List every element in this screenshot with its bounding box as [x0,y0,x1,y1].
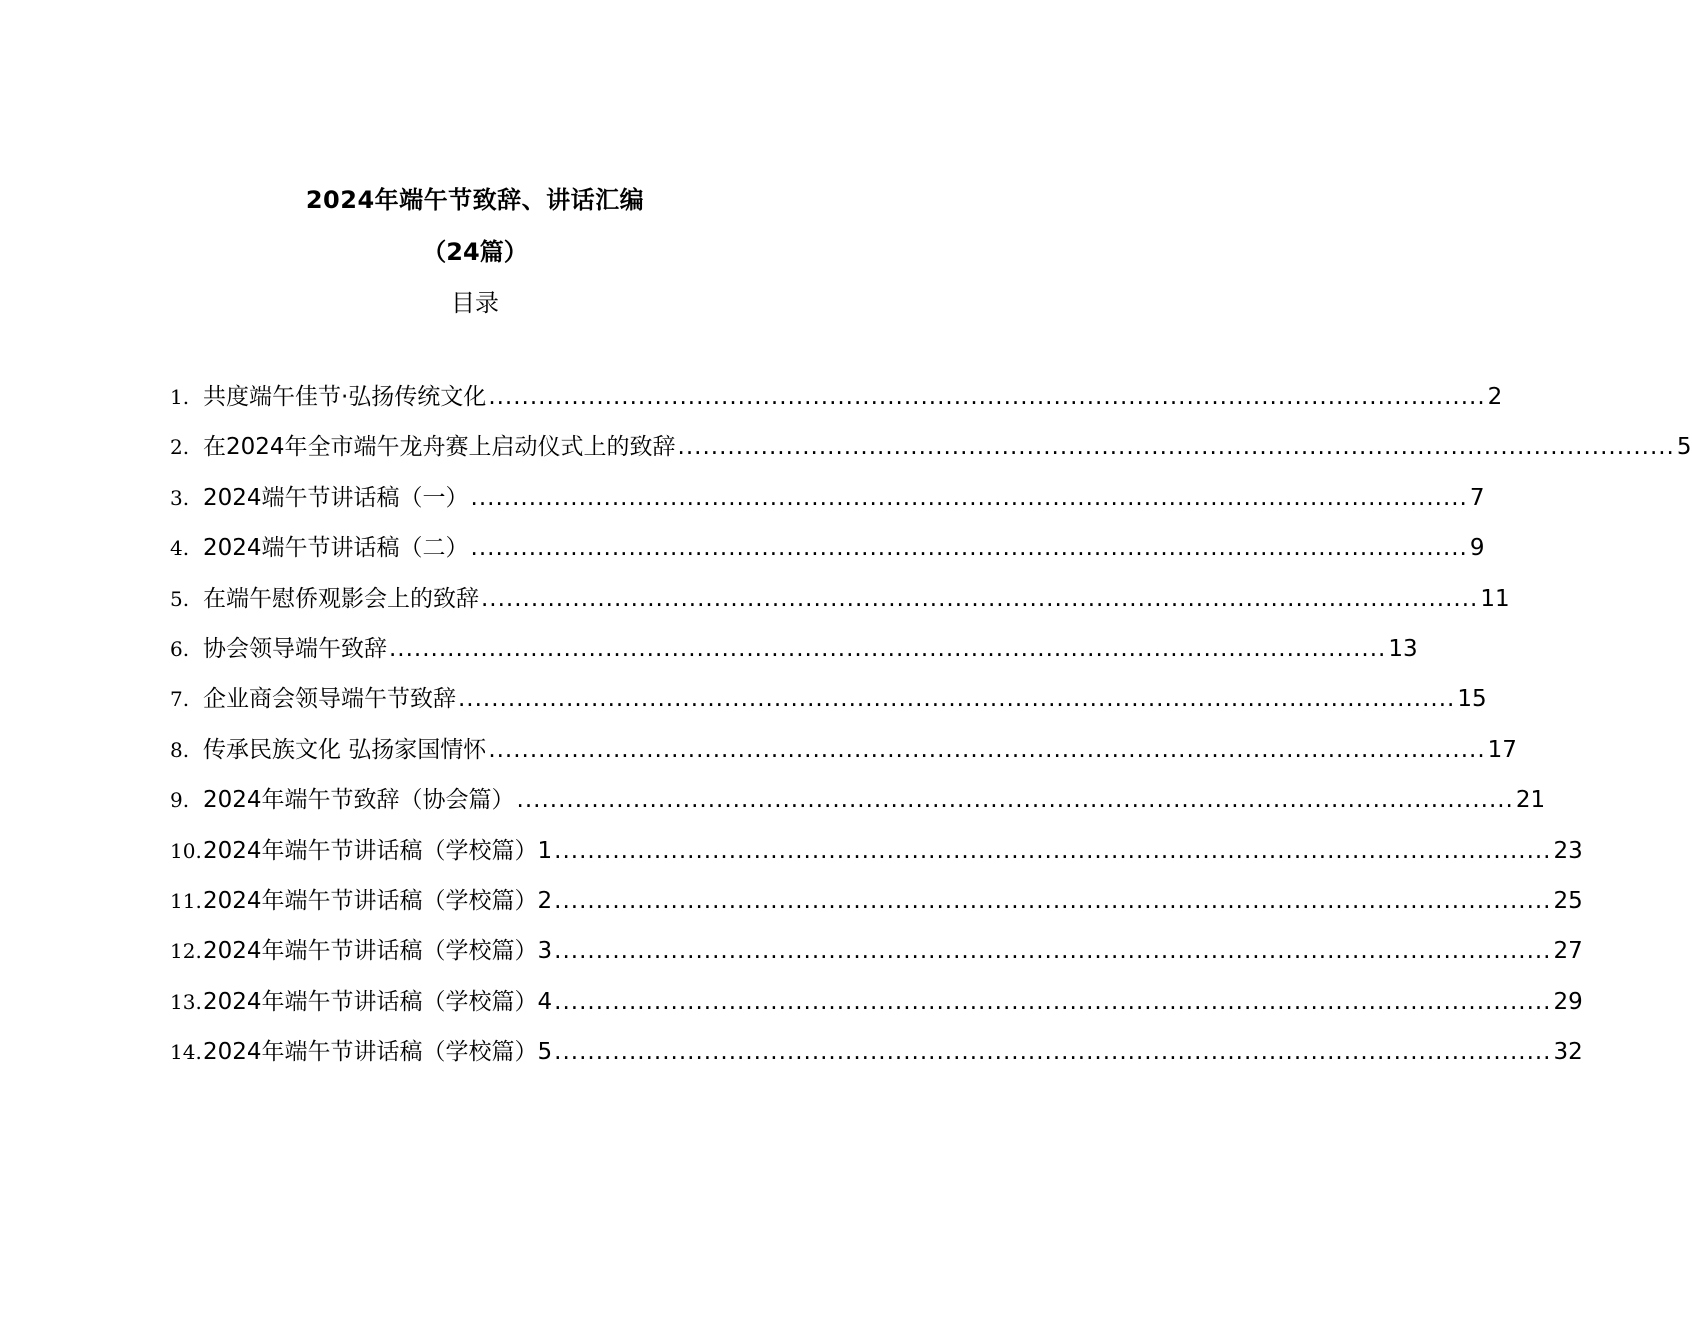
toc-entry-number: 1. [170,385,190,409]
toc-entry[interactable] [170,880,1583,930]
toc-entry-page-number: 23 [1553,837,1583,864]
toc-dot-leader: ........................................................................................................................ [389,635,1387,662]
toc-dot-leader: ........................................................................................................................ [488,384,1486,410]
toc-entry[interactable] [170,628,1418,678]
toc-entry-title: 2024年端午节讲话稿（学校篇）2 [203,887,553,914]
toc-entry-number: 7. [170,687,190,712]
document-title: 2024年端午节致辞、讲话汇编 [305,186,645,214]
toc-entry[interactable] [170,830,1583,880]
document-subtitle: （24篇） [422,238,528,266]
toc-entry-title: 2024年端午节讲话稿（学校篇）1 [203,837,553,864]
toc-entry-title: 企业商会领导端午节致辞 [203,686,456,713]
toc-entry-title: 传承民族文化 弘扬家国情怀 [203,736,487,763]
toc-entry-number: 11. [170,888,202,913]
toc-entry-number: 6. [170,636,190,661]
toc-entry-title: 在2024年全市端午龙舟赛上启动仪式上的致辞 [203,434,676,461]
toc-entry[interactable] [170,930,1583,980]
toc-entry[interactable] [170,426,1692,476]
toc-entry-title: 2024年端午节讲话稿（学校篇）4 [203,988,553,1015]
toc-entry-number: 10. [170,838,202,863]
toc-entry-title: 2024端午节讲话稿（二） [203,535,469,562]
toc-entry-number: 9. [170,788,190,813]
toc-entry-number: 8. [170,737,190,762]
toc-entry-title: 2024年端午节讲话稿（学校篇）5 [203,1039,553,1066]
toc-entry-number: 3. [170,485,190,510]
toc-dot-leader: ........................................................................................................................ [481,585,1479,612]
toc-dot-leader: ........................................................................................................................ [516,787,1514,814]
toc-entry[interactable] [170,729,1517,779]
toc-dot-leader: ........................................................................................................................ [554,938,1552,965]
toc-entry-number: 14. [170,1040,202,1065]
toc-entry-number: 4. [170,536,190,561]
toc-entry-title: 2024年端午节讲话稿（学校篇）3 [203,938,553,965]
toc-entry-page-number: 32 [1553,1039,1583,1066]
toc-entry-page-number: 9 [1469,535,1485,562]
toc-entry-number: 2. [170,435,190,460]
toc-entry-page-number: 11 [1480,585,1510,612]
toc-entry-title: 协会领导端午致辞 [203,635,387,662]
toc-entry-page-number: 21 [1515,787,1546,814]
toc-entry-page-number: 2 [1487,384,1503,410]
toc-entry-number: 5. [170,586,190,611]
toc-entry-page-number: 17 [1487,736,1517,763]
toc-entry[interactable] [170,527,1485,577]
toc-dot-leader: ........................................................................................................................ [554,988,1552,1015]
toc-dot-leader: ........................................................................................................................ [470,535,1468,562]
toc-entry[interactable] [170,981,1583,1031]
toc-entry-title: 在端午慰侨观影会上的致辞 [203,585,479,612]
toc-entry[interactable] [170,1031,1583,1081]
toc-entry-page-number: 15 [1457,686,1487,713]
toc-entry-page-number: 25 [1553,887,1583,914]
toc-entry-title: 2024年端午节致辞（协会篇） [203,787,515,814]
toc-entry[interactable] [170,578,1510,628]
toc-entry[interactable] [170,678,1487,728]
toc-entry-title: 2024端午节讲话稿（一） [203,484,469,511]
toc-entry-page-number: 5 [1676,434,1692,461]
toc-entry-page-number: 13 [1388,635,1418,662]
toc-dot-leader: ........................................................................................................................ [554,1039,1552,1066]
toc-entry-number: 12. [170,939,202,964]
toc-dot-leader: ........................................................................................................................ [554,837,1552,864]
toc-entry-page-number: 7 [1469,484,1485,511]
toc-dot-leader: ........................................................................................................................ [554,887,1552,914]
toc-entry[interactable] [170,477,1485,527]
toc-entry-title: 共度端午佳节·弘扬传统文化 [203,384,487,410]
toc-dot-leader: ........................................................................................................................ [470,484,1468,511]
toc-entry[interactable] [170,376,1503,426]
toc-dot-leader: ........................................................................................................................ [458,686,1456,713]
toc-entry-number: 13. [170,989,202,1014]
toc-dot-leader: ........................................................................................................................ [677,434,1675,461]
table-of-contents [170,376,1692,1081]
toc-entry[interactable] [170,779,1546,829]
toc-heading: 目录 [451,289,499,317]
toc-entry-page-number: 29 [1553,988,1583,1015]
toc-dot-leader: ........................................................................................................................ [488,736,1486,763]
toc-entry-page-number: 27 [1553,938,1583,965]
